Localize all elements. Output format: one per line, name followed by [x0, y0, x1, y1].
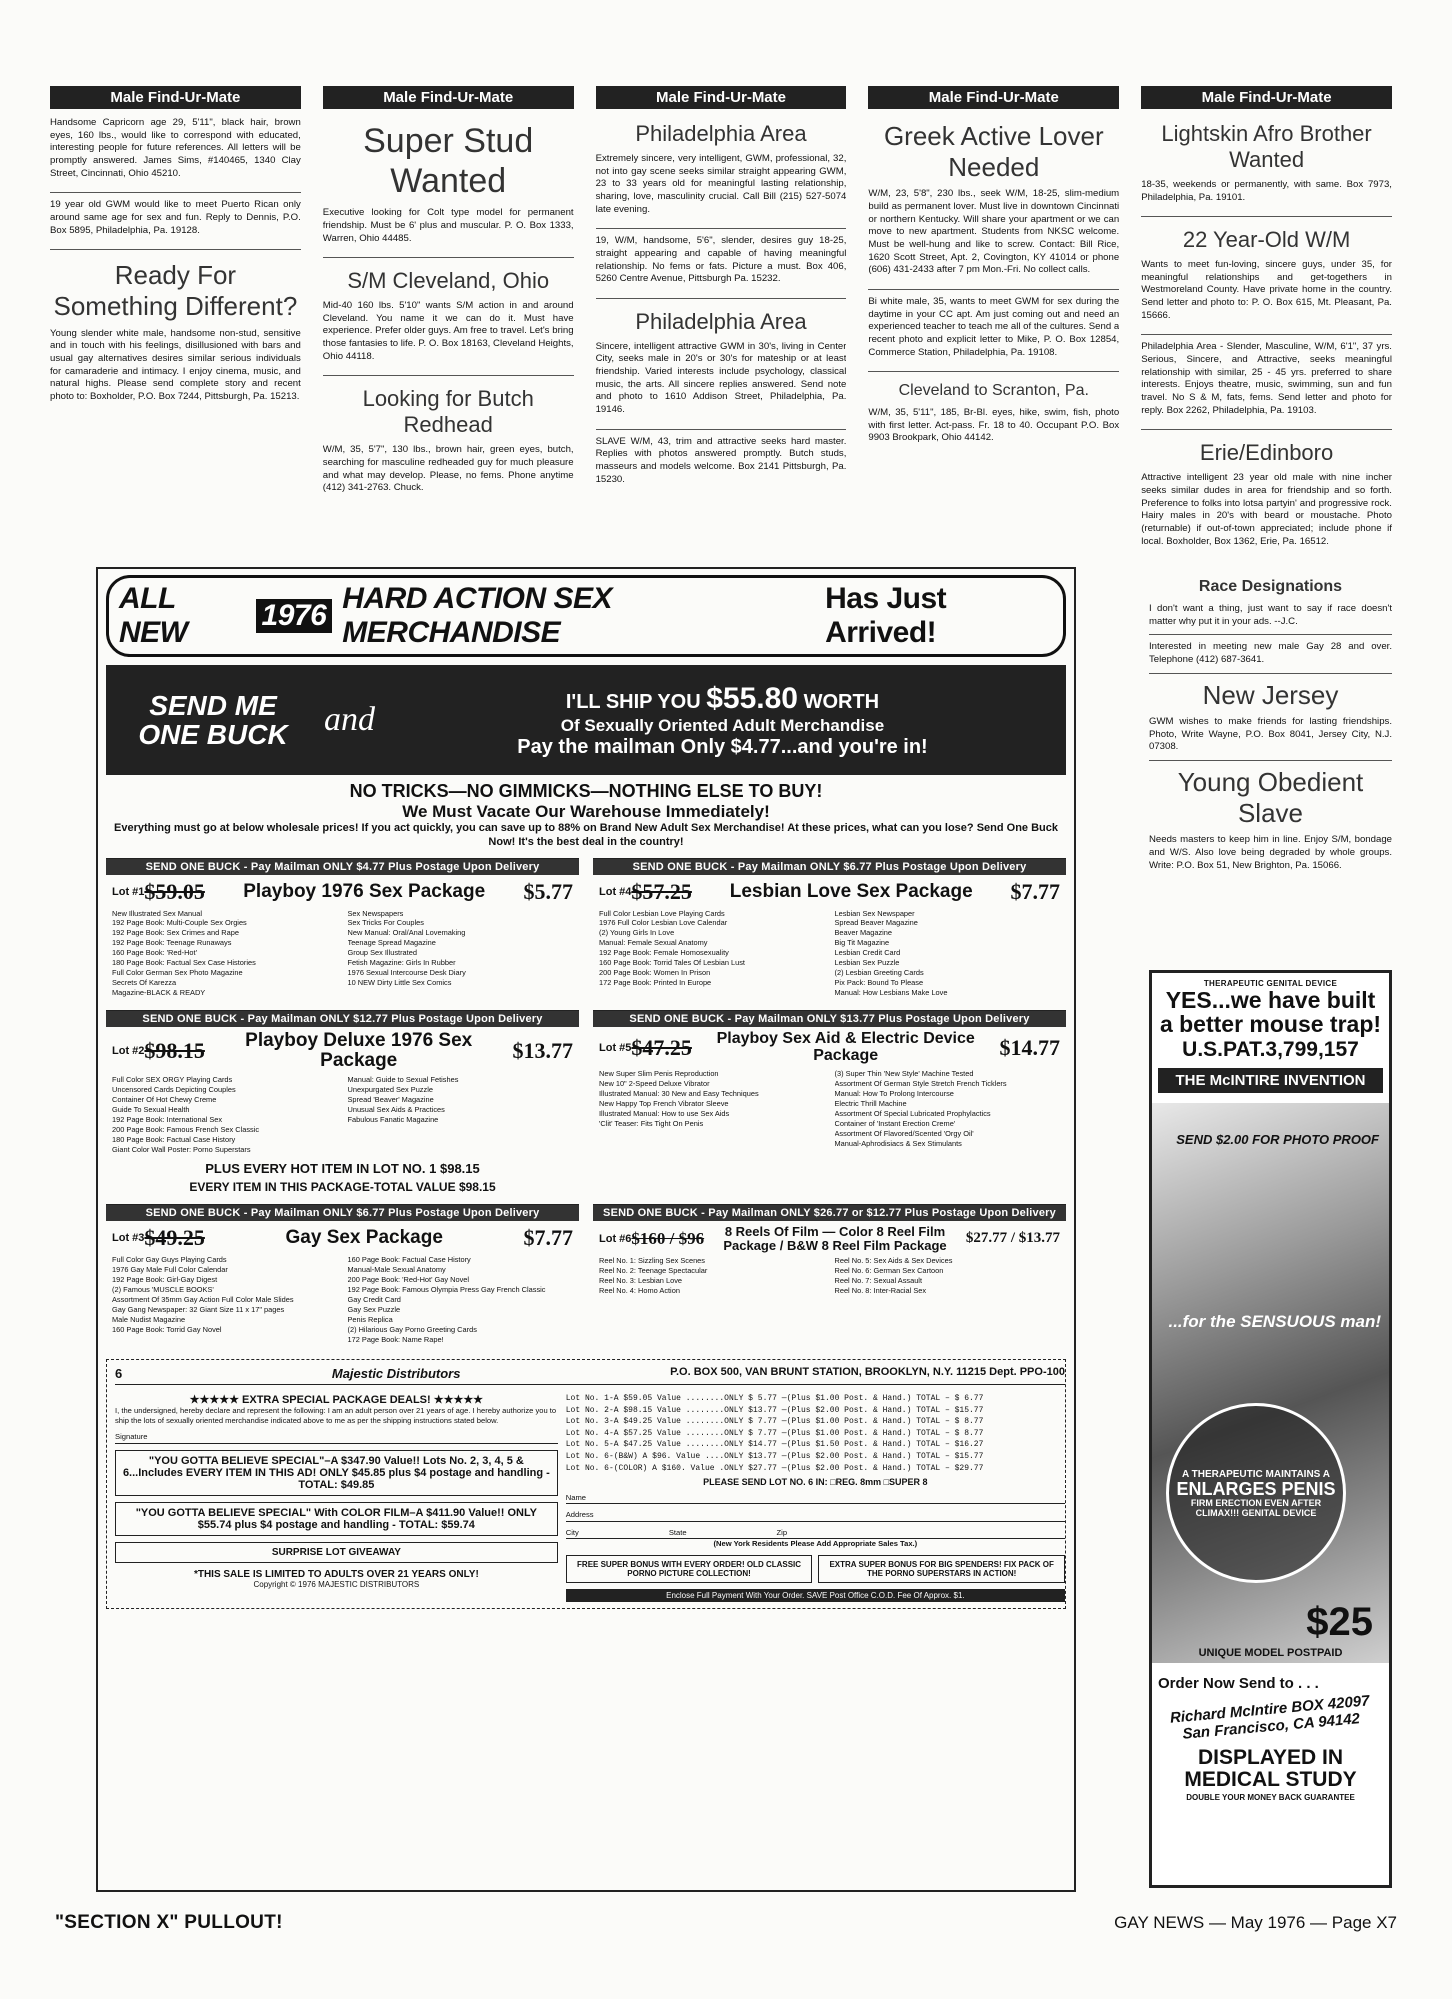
package-header — [106, 1027, 579, 1073]
pay-price: $5.77 — [523, 878, 573, 904]
device-photo — [1152, 1103, 1389, 1663]
personals-columns — [50, 86, 1392, 566]
lot-order-line[interactable]: Lot No. 5-A $47.25 Value ........ONLY $14.77 —(Plus $1.50 Post. & Hand.) TOTAL – $16.27 — [565, 1440, 984, 1450]
list-item: Sex Newspapers — [347, 908, 404, 918]
order-form-number: 6 — [115, 1365, 123, 1381]
personal-ad-headline: Philadelphia Area — [635, 121, 807, 146]
banner-pre: ALL NEW — [119, 582, 188, 649]
package-bar: SEND ONE BUCK - Pay Mailman ONLY $6.77 Plus Postage Upon Delivery — [593, 859, 1066, 875]
city-field[interactable]: City — [565, 1527, 579, 1537]
personal-ad-headline: Erie/Edinboro — [1199, 440, 1334, 466]
bonus-row — [566, 1555, 1065, 1583]
list-item: 172 Page Book: Printed In Europe — [599, 978, 712, 988]
list-item: Giant Color Wall Poster: Porno Superstars — [112, 1145, 251, 1155]
package-bar: SEND ONE BUCK - Pay Mailman ONLY $6.77 Plus Postage Upon Delivery — [106, 1205, 579, 1221]
package-header — [593, 875, 1066, 907]
package-lot-4 — [593, 858, 1066, 1003]
list-item: Teenage Spread Magazine — [347, 938, 436, 948]
list-item: Secrets Of Karezza — [112, 978, 177, 988]
divider — [1149, 760, 1392, 761]
send-me-one-buck: SEND ME ONE BUCK — [138, 689, 288, 750]
tax-notice: (New York Residents Please Add Appropriate Sales Tax.) — [713, 1538, 918, 1548]
lot-number: Lot #6 — [599, 1232, 632, 1245]
patent-number: U.S.PAT.3,799,157 — [1182, 1038, 1359, 1062]
divider — [596, 298, 847, 299]
package-bar: SEND ONE BUCK - Pay Mailman ONLY $13.77 Plus Postage Upon Delivery — [593, 1011, 1066, 1027]
list-item: 200 Page Book: Famous French Sex Classic — [112, 1125, 260, 1135]
list-item: Electric Thrill Machine — [834, 1098, 907, 1108]
package-header — [593, 1027, 1066, 1067]
package-lot-1 — [106, 858, 579, 1003]
personal-ad-text: Philadelphia Area - Slender, Masculine, W/M, 6'1", 37 yrs. Serious, Sincere, and Attractive, seeks meaningful relationship with similar, 25 - 45 yrs. preferred to share interests. Enjoys theatre, music, swimming, sun and fun travel. No S & M, fats, fems. Send letter and photo for reply. Box 2262, Philadelphia, Pa. 19103. — [1141, 341, 1392, 416]
ship-amount: $55.80 — [706, 681, 798, 715]
seal-bottom: FIRM ERECTION EVEN AFTER CLIMAX!!! GENITAL DEVICE — [1190, 1497, 1322, 1518]
banner-mid: HARD ACTION SEX MERCHANDISE — [342, 582, 613, 649]
money-back-guarantee: DOUBLE YOUR MONEY BACK GUARANTEE — [1186, 1793, 1355, 1803]
personal-ad-text: I don't want a thing, just want to say if race doesn't matter why put it in your ads. --J.C. — [1149, 602, 1392, 627]
list-item: Fetish Magazine: Girls In Rubber — [347, 958, 456, 968]
list-item: Lesbian Sex Newspaper — [834, 908, 915, 918]
list-item: 192 Page Book: Teenage Runaways — [112, 938, 232, 948]
personal-ad-text: Attractive intelligent 23 year old male with nine incher seeks similar dudes in area for friendship and so forth. Preference to folks into lotsa partyin' and progressive rock. Hairy males in 20's with beard or moustache. Photo (returnable) if out-of-town appreciated; include phone if local. Boxholder, Box 1362, Erie, Pa. 16512. — [1141, 472, 1392, 547]
personals-column-2 — [323, 86, 574, 566]
free-bonus: FREE SUPER BONUS WITH EVERY ORDER! OLD CLASSIC PORNO PICTURE COLLECTION! — [566, 1555, 813, 1583]
ship-line-2: Of Sexually Oriented Adult Merchandise — [560, 715, 885, 735]
and-text: and — [324, 701, 375, 738]
extra-deals-heading: ★★★★★ EXTRA SPECIAL PACKAGE DEALS! ★★★★★ — [189, 1393, 484, 1406]
list-item: Manual: How Lesbians Make Love — [834, 988, 948, 998]
list-item: Reel No. 8: Inter-Racial Sex — [834, 1286, 927, 1296]
extra-bonus: EXTRA SUPER BONUS FOR BIG SPENDERS! FIX PACK OF THE PORNO SUPERSTARS IN ACTION! — [818, 1555, 1065, 1583]
personal-ad-text: 18-35, weekends or permanently, with same. Box 7973, Philadelphia, Pa. 19101. — [1141, 178, 1392, 203]
package-title: Playboy Sex Aid & Electric Device Package — [716, 1030, 975, 1065]
list-item: 160 Page Book: Torrid Gay Novel — [112, 1325, 222, 1334]
divider — [596, 228, 847, 229]
therapeutic-device-ad — [1149, 970, 1392, 1888]
package-title: Gay Sex Package — [285, 1227, 443, 1249]
divider — [868, 289, 1119, 290]
list-item: 180 Page Book: Factual Sex Case Histories — [112, 958, 256, 968]
deal-2[interactable]: "YOU GOTTA BELIEVE SPECIAL" With COLOR FILM–A $411.90 Value!! ONLY $55.74 plus $4 postage and handling - TOTAL: $59.74 — [115, 1502, 558, 1536]
lot-value: $160 / $96 — [631, 1228, 705, 1248]
divider — [868, 371, 1119, 372]
lot-order-line[interactable]: Lot No. 1-A $59.05 Value ........ONLY $ 5.77 —(Plus $1.00 Post. & Hand.) TOTAL – $ 6.77 — [565, 1393, 984, 1403]
list-item: Beaver Magazine — [834, 928, 893, 938]
personal-ad-headline: Young Obedient Slave — [1177, 767, 1364, 828]
divider — [1141, 429, 1392, 430]
pay-price: $27.77 / $13.77 — [965, 1230, 1060, 1247]
tricks-line-2: We Must Vacate Our Warehouse Immediately! — [402, 802, 770, 821]
personal-ad-headline: Looking for Butch Redhead — [362, 386, 534, 438]
list-item: Gay Sex Puzzle — [347, 1305, 401, 1315]
personal-ad-headline: Cleveland to Scranton, Pa. — [898, 382, 1089, 400]
column-header: Male Find-Ur-Mate — [323, 86, 574, 109]
list-item: Container Of Hot Chewy Creme — [112, 1095, 217, 1105]
divider — [50, 192, 301, 193]
list-item: Full Color Gay Guys Playing Cards — [112, 1255, 227, 1265]
offer-text — [391, 682, 1054, 759]
personal-ad-headline: 22 Year-Old W/M — [1182, 227, 1351, 253]
list-item: 200 Page Book: 'Red-Hot' Gay Novel — [347, 1275, 470, 1285]
list-item: Manual-Aphrodisiacs & Sex Stimulants — [834, 1138, 962, 1148]
list-item: Reel No. 7: Sexual Assault — [834, 1276, 923, 1286]
list-item: 180 Page Book: Factual Case History — [112, 1135, 236, 1145]
list-item: (3) Super Thin 'New Style' Machine Tested — [834, 1068, 974, 1078]
list-item: Gay Credit Card — [347, 1295, 401, 1305]
personal-ad-headline: Ready For Something Different? — [53, 260, 298, 321]
seal-main: ENLARGES PENIS — [1176, 1478, 1336, 1499]
order-form-left — [115, 1393, 558, 1602]
divider — [323, 257, 574, 258]
state-field[interactable]: State — [668, 1527, 687, 1537]
item-list — [593, 907, 1066, 1003]
list-item: 1976 Sexual Intercourse Desk Diary — [347, 968, 466, 978]
merchandise-ad — [96, 567, 1076, 1892]
tricks-block — [106, 781, 1066, 850]
personal-ad-headline: Philadelphia Area — [635, 308, 807, 334]
list-item: Uncensored Cards Depicting Couples — [112, 1085, 236, 1095]
personal-ad-text: Extremely sincere, very intelligent, GWM, professional, 32, not into gay scene seeks similar straight appearing GWM, 23 to 33 years old for meaningful lasting relationship, sharing, love, masculinity crucial. Call Bill (215) 527-5074 late evening. — [595, 152, 847, 215]
list-item: Assortment Of 35mm Gay Action Full Color Male Slides — [112, 1295, 294, 1305]
package-bar: SEND ONE BUCK - Pay Mailman ONLY $4.77 Plus Postage Upon Delivery — [106, 859, 579, 875]
list-item: Lesbian Sex Puzzle — [834, 958, 900, 968]
order-form-right — [566, 1393, 1065, 1602]
personal-ad-headline: S/M Cleveland, Ohio — [347, 268, 550, 294]
name-field[interactable]: Name — [566, 1493, 1065, 1504]
medical-study: DISPLAYED IN MEDICAL STUDY — [1184, 1746, 1357, 1792]
column-header: Male Find-Ur-Mate — [868, 86, 1119, 109]
lot-number: Lot #3 — [112, 1232, 145, 1245]
package-lot-5 — [593, 1010, 1066, 1196]
banner-post: Has Just Arrived! — [825, 582, 947, 649]
sensuous-tagline: ...for the SENSUOUS man! — [1168, 1312, 1381, 1332]
personals-column-4 — [868, 86, 1119, 566]
device-ad-bottom — [1152, 1663, 1389, 1808]
list-item: Reel No. 3: Lesbian Love — [599, 1276, 682, 1286]
list-item: Unusual Sex Aids & Practices — [347, 1105, 445, 1115]
item-list — [593, 1067, 1066, 1153]
offer-panel — [106, 665, 1066, 775]
list-item: (2) Lesbian Greeting Cards — [834, 968, 924, 978]
list-item: Unexpurgated Sex Puzzle — [347, 1085, 433, 1095]
item-list — [106, 1253, 579, 1349]
package-bar: SEND ONE BUCK - Pay Mailman ONLY $26.77 or $12.77 Plus Postage Upon Delivery — [593, 1205, 1066, 1221]
device-seal — [1166, 1403, 1346, 1583]
item-list — [106, 907, 579, 1003]
list-item: 192 Page Book: Famous Olympia Press Gay French Classic — [347, 1285, 546, 1295]
pay-price: $13.77 — [512, 1038, 573, 1064]
list-item: Reel No. 2: Teenage Spectacular — [599, 1266, 708, 1276]
package-lot-6 — [593, 1204, 1066, 1349]
distributor-name: Majestic Distributors — [331, 1365, 461, 1381]
personal-ad-headline: Race Designations — [1198, 578, 1343, 595]
plus-every-item: PLUS EVERY HOT ITEM IN LOT NO. 1 $98.15 — [205, 1161, 480, 1177]
list-item: Sex Tricks For Couples — [347, 918, 424, 928]
film-format-choice[interactable]: PLEASE SEND LOT NO. 6 IN: □REG. 8mm □SUPER 8 — [703, 1477, 928, 1488]
pay-price: $7.77 — [1010, 878, 1060, 904]
list-item: Manual: Guide to Sexual Fetishes — [347, 1075, 459, 1085]
lot-value: $49.25 — [144, 1225, 205, 1251]
package-title: 8 Reels Of Film — Color 8 Reel Film Package / B&W 8 Reel Film Package — [723, 1224, 947, 1253]
device-price: $25 — [1306, 1600, 1373, 1645]
package-header — [106, 875, 579, 907]
package-lot-2 — [106, 1010, 579, 1196]
address-field[interactable]: Address — [566, 1510, 1065, 1521]
pay-price: $14.77 — [999, 1035, 1060, 1061]
signature-line[interactable]: Signature — [115, 1432, 558, 1443]
personals-column-3 — [596, 86, 847, 566]
package-title: Playboy 1976 Sex Package — [243, 880, 486, 902]
column-header: Male Find-Ur-Mate — [596, 86, 847, 109]
item-list — [106, 1073, 579, 1159]
ship-line — [391, 682, 1054, 716]
list-item: 192 Page Book: International Sex — [112, 1115, 223, 1125]
personal-ad-text: Mid-40 160 lbs. 5'10" wants S/M action in and around Cleveland. You name it we can do it. Must have experience. Prefer older guys. Am free to travel. Let's bring those fantasies to life. P. O. Box 18163, Cleveland Heights, Ohio 44118. — [322, 300, 574, 362]
list-item: Reel No. 6: German Sex Cartoon — [834, 1266, 944, 1276]
list-item: (2) Hilarious Gay Porno Greeting Cards — [347, 1325, 477, 1334]
list-item: 172 Page Book: Name Rape! — [347, 1334, 444, 1344]
divider — [1149, 634, 1392, 635]
column-header: Male Find-Ur-Mate — [50, 86, 301, 109]
personal-ad-text: Bi white male, 35, wants to meet GWM for sex during the daytime in your CC apt. Am just coming out and need an experienced teacher to teach me all of the cultures. Send a recent photo and explicit letter to Mike, P. O. Box 12854, Commerce Station, Philadelphia, Pa. 19108. — [868, 295, 1120, 358]
order-form — [106, 1359, 1066, 1609]
divider — [596, 429, 847, 430]
lot-order-line[interactable]: Lot No. 3-A $49.25 Value ........ONLY $ 7.77 —(Plus $1.00 Post. & Hand.) TOTAL – $ 8.77 — [565, 1417, 984, 1427]
list-item: Fabulous Fanatic Magazine — [347, 1115, 439, 1125]
lot-value: $47.25 — [631, 1035, 692, 1061]
adults-only-notice: *THIS SALE IS LIMITED TO ADULTS OVER 21 YEARS ONLY! — [193, 1568, 479, 1580]
page-footer — [55, 1912, 1397, 1934]
lot-order-line[interactable]: Lot No. 6-(B&W) A $96. Value ....ONLY $13.77 —(Plus $2.00 Post. & Hand.) TOTAL – $15.77 — [565, 1451, 984, 1461]
mailing-address: Richard McIntire BOX 42097 San Francisco, CA 94142 — [1169, 1691, 1371, 1743]
device-ad-top — [1152, 973, 1389, 1099]
column-header: Male Find-Ur-Mate — [1141, 86, 1392, 109]
lot-value: $59.05 — [144, 878, 205, 904]
divider — [50, 249, 301, 250]
list-item: Penis Replica — [347, 1315, 393, 1325]
divider — [323, 375, 574, 376]
list-item: 1976 Full Color Lesbian Love Calendar — [599, 918, 728, 928]
list-item: Spread 'Beaver' Magazine — [347, 1095, 434, 1105]
list-item: 160 Page Book: Factual Case History — [347, 1255, 471, 1265]
list-item: Magazine-BLACK & READY — [112, 988, 206, 998]
divider — [1141, 216, 1392, 217]
list-item: Full Color German Sex Photo Magazine — [112, 968, 243, 978]
lot-number: Lot #4 — [599, 885, 632, 898]
personal-ad-text: Wants to meet fun-loving, sincere guys, under 35, for meaningful relationships and get-togethers in Westmoreland County. Have private home in the country. Send letter and photo to: P. O. Box 615, Mt. Pleasant, Pa. 15666. — [1141, 259, 1392, 321]
lot-number: Lot #1 — [112, 885, 145, 898]
list-item: Assortment Of Flavored/Scented 'Orgy Oil' — [834, 1128, 974, 1138]
list-item: Assortment Of German Style Stretch French Ticklers — [834, 1078, 1007, 1088]
personal-ad-text: W/M, 23, 5'8", 230 lbs., seek W/M, 18-25, slim-medium build as permanent lover. Must live in downtown Cincinnati or northern Kentucky. Will share your apartment or we can move to new apartment. Students from NKSC welcome. Must be well-hung and like to screw. Contact: Bill Rice, 1620 Scott Street, Apt. 2, Covington, KY 41014 or phone (606) 431-2433 after 7 pm Mon.-Fri. No collect calls. — [868, 188, 1120, 276]
list-item: Lesbian Credit Card — [834, 948, 901, 958]
personal-ad-headline: Lightskin Afro Brother Wanted — [1161, 121, 1372, 172]
package-bar: SEND ONE BUCK - Pay Mailman ONLY $12.77 Plus Postage Upon Delivery — [106, 1011, 579, 1027]
package-title: Playboy Deluxe 1976 Sex Package — [245, 1030, 473, 1072]
seal-top: A THERAPEUTIC MAINTAINS A — [1182, 1468, 1330, 1480]
list-item: New 10" 2-Speed Deluxe Vibrator — [599, 1078, 710, 1088]
personal-ad-text: Interested in meeting new male Gay 28 and over. Telephone (412) 687-3641. — [1149, 641, 1392, 665]
personal-ad-text: 19, W/M, handsome, 5'6", slender, desires guy 18-25, straight appearing and capable of having meaningful relationship. No fems or fats. Picture a must. Box 406, 5260 Centre Avenue, Pittsburgh Pa. 15232. — [595, 235, 847, 285]
lot-value: $57.25 — [631, 878, 692, 904]
list-item: Manual: How To Prolong Intercourse — [834, 1088, 954, 1098]
list-item: Spread Beaver Magazine — [834, 918, 918, 928]
invention-bar: THE McINTIRE INVENTION — [1158, 1068, 1383, 1093]
personal-ad-text: Handsome Capricorn age 29, 5'11", black hair, brown eyes, 160 lbs., would like to correspond with educated, interesting people for future references. All letters will be promptly answered. James Sims, #140465, 1340 Clay Street, Cincinnati, Ohio 45210. — [50, 117, 301, 179]
device-label: THERAPEUTIC GENITAL DEVICE — [1203, 979, 1338, 988]
list-item: 160 Page Book: 'Red-Hot' — [112, 948, 197, 958]
every-item-total: EVERY ITEM IN THIS PACKAGE-TOTAL VALUE $98.15 — [189, 1180, 496, 1195]
list-item: Container of 'Instant Erection Creme' — [834, 1118, 956, 1128]
personal-ad-text: 19 year old GWM would like to meet Puerto Rican only around same age for sex and fun. Reply to Dennis, P.O. Box 5895, Philadelphia, Pa. 19128. — [50, 199, 301, 236]
divider — [1149, 673, 1392, 674]
unique-model: UNIQUE MODEL POSTPAID — [1198, 1647, 1343, 1660]
list-item: Gay Gang Newspaper: 32 Giant Size 11 x 17" pages — [112, 1305, 285, 1315]
list-item: 160 Page Book: Torrid Tales Of Lesbian Lust — [599, 958, 745, 968]
distributor-address: P.O. BOX 500, VAN BRUNT STATION, BROOKLYN, N.Y. 11215 Dept. PPO-100 — [670, 1365, 1065, 1378]
page-folio: GAY NEWS — May 1976 — Page X7 — [1114, 1913, 1397, 1932]
personal-ad-text: GWM wishes to make friends for lasting friendships. Photo, Write Wayne, P.O. Box 8041, Jersey City, N.J. 07308. — [1149, 716, 1392, 753]
list-item: 10 NEW Dirty Little Sex Comics — [347, 978, 452, 988]
enclose-payment: Enclose Full Payment With Your Order. SAVE Post Office C.O.D. Fee Of Approx. $1. — [566, 1589, 1065, 1602]
banner-year: 1976 — [256, 599, 333, 633]
list-item: (2) Famous 'MUSCLE BOOKS' — [112, 1285, 214, 1295]
copyright: Copyright © 1976 MAJESTIC DISTRIBUTORS — [253, 1579, 420, 1589]
list-item: Group Sex Illustrated — [347, 948, 417, 958]
list-item: Reel No. 1: Sizzling Sex Scenes — [599, 1256, 705, 1266]
list-item: Reel No. 5: Sex Aids & Sex Devices — [834, 1256, 953, 1266]
list-item: New Illustrated Sex Manual — [112, 908, 202, 918]
personal-ad-text: SLAVE W/M, 43, trim and attractive seeks hard master. Replies with photos answered promptly. Butch studs, masseurs and models welcome. Box 2141 Pittsburgh, Pa. 15230. — [595, 435, 847, 485]
personal-ad-text: Young slender white male, handsome non-stud, sensitive and in touch with his feelings, disillusioned with bars and usual gay alternatives desires similar serious individuals for camaraderie and intimacy. I enjoy cinema, music, and natural highs. Please send complete story and recent photo to: Boxholder, P.O. Box 7244, Pittsburgh, Pa. 15213. — [50, 327, 301, 402]
list-item: 192 Page Book: Female Homosexuality — [599, 948, 729, 958]
ad-banner — [106, 575, 1066, 657]
personals-column-5 — [1141, 86, 1392, 566]
personals-column-5-lower — [1149, 574, 1392, 964]
list-item: Reel No. 4: Homo Action — [599, 1286, 680, 1296]
list-item: New Happy Top French Vibrator Sleeve — [599, 1098, 729, 1108]
personal-ad-text: Executive looking for Colt type model for permanent friendship. Must be 6' plus and muscular. P. O. Box 1333, Warren, Ohio 44485. — [322, 207, 574, 244]
package-header — [593, 1221, 1066, 1254]
personal-ad-headline: Super Stud Wanted — [363, 122, 534, 201]
list-item: New Manual: Oral/Anal Lovemaking — [347, 928, 466, 938]
legal-declaration: I, the undersigned, hereby declare and represent the following: I am an adult person over 21 years of age. I hereby authorize you to ship the lots of sexually oriented merchandise indicated above to me as per the shipping instructions stated below. — [115, 1405, 557, 1426]
surprise-giveaway: SURPRISE LOT GIVEAWAY — [115, 1542, 558, 1563]
lot-order-line[interactable]: Lot No. 4-A $57.25 Value ........ONLY $ 7.77 —(Plus $1.00 Post. & Hand.) TOTAL – $ 8.77 — [565, 1428, 984, 1438]
personal-ad-headline: Greek Active Lover Needed — [883, 121, 1104, 182]
personal-ad-text: Sincere, intelligent attractive GWM in 30's, living in Center City, seeks male in 20's or 30's for mateship or at least friendship. Varied interests include psychology, classical music, the arts. All sincere replies answered. Send note and photo to 1610 Addison Street, Philadelphia, Pa. 19146. — [595, 340, 847, 416]
zip-field[interactable]: Zip — [776, 1527, 788, 1537]
package-header — [106, 1221, 579, 1253]
list-item: New Super Slim Penis Reproduction — [599, 1068, 719, 1078]
personal-ad-text: W/M, 35, 5'7", 130 lbs., brown hair, green eyes, butch, searching for masculine redheaded guy for much pleasure and what may develop. Please, no fems. Phone anytime (412) 341-2763. Chuck. — [322, 444, 574, 494]
list-item: Illustrated Manual: 30 New and Easy Techniques — [599, 1088, 759, 1098]
lot-order-line[interactable]: Lot No. 6-(COLOR) A $160. Value .ONLY $27.77 —(Plus $2.00 Post. & Hand.) TOTAL – $29.77 — [565, 1463, 984, 1473]
package-lot-3 — [106, 1204, 579, 1349]
personals-column-1 — [50, 86, 301, 566]
package-grid — [106, 858, 1066, 1349]
list-item: Big Tit Magazine — [834, 938, 890, 948]
list-item: 192 Page Book: Sex Crimes and Rape — [112, 928, 239, 938]
personal-ad-text: W/M, 35, 5'11", 185, Br-Bl. eyes, hike, swim, fish, photo with first letter. Act-pass. Fr. 18 to 40. Occupant P.O. Box 9903 Brookpark, Ohio 44142. — [868, 407, 1120, 444]
list-item: (2) Young Girls In Love — [599, 928, 675, 938]
list-item: 'Clit' Teaser: Fits Tight On Penis — [599, 1118, 704, 1128]
personal-ad-text: Needs masters to keep him in line. Enjoy S/M, bondage and W/S. Also love being degraded by whole groups. Write: P.O. Box 51, New Brighton, Pa. 15066. — [1149, 834, 1392, 871]
pay-price: $7.77 — [523, 1225, 573, 1251]
list-item: 192 Page Book: Multi-Couple Sex Orgies — [112, 918, 247, 928]
list-item: Manual: Female Sexual Anatomy — [599, 938, 708, 948]
list-item: 192 Page Book: Girl-Gay Digest — [112, 1275, 218, 1285]
list-item: 1976 Gay Male Full Color Calendar — [112, 1265, 228, 1275]
list-item: Illustrated Manual: How to use Sex Aids — [599, 1108, 730, 1118]
tricks-line-3: Everything must go at below wholesale prices! If you act quickly, you can save up to 88% on Brand New Adult Sex Merchandise! At these prices, what can you lose? Send One Buck Now! It's the best deal in the country! — [114, 822, 1058, 848]
list-item: Full Color SEX ORGY Playing Cards — [112, 1075, 233, 1085]
divider — [1141, 334, 1392, 335]
list-item: Guide To Sexual Health — [112, 1105, 190, 1115]
list-item: Assortment Of Special Lubricated Prophylactics — [834, 1108, 991, 1118]
item-list — [593, 1254, 1066, 1300]
lot-number: Lot #5 — [599, 1042, 632, 1055]
personal-ad-headline: New Jersey — [1202, 679, 1339, 710]
section-label: "SECTION X" PULLOUT! — [55, 1912, 283, 1933]
ship-worth: WORTH — [803, 690, 880, 713]
lot-order-line[interactable]: Lot No. 2-A $98.15 Value ........ONLY $13.77 —(Plus $2.00 Post. & Hand.) TOTAL – $15.77 — [565, 1405, 984, 1415]
lot-number: Lot #2 — [112, 1045, 145, 1058]
package-title: Lesbian Love Sex Package — [729, 880, 973, 902]
list-item: 200 Page Book: Women In Prison — [599, 968, 711, 978]
order-form-header — [115, 1366, 1065, 1385]
lot-value: $98.15 — [144, 1038, 205, 1064]
list-item: Male Nudist Magazine — [112, 1315, 186, 1325]
ship-line-3: Pay the mailman Only $4.77...and you're in! — [517, 735, 928, 758]
tricks-line-1: NO TRICKS—NO GIMMICKS—NOTHING ELSE TO BUY! — [349, 781, 823, 801]
deal-1[interactable]: "YOU GOTTA BELIEVE SPECIAL"–A $347.90 Value!! Lots No. 2, 3, 4, 5 & 6...Includes EVERY ITEM IN THIS AD! ONLY $45.85 plus $4 postage and handling - TOTAL: $49.85 — [115, 1450, 558, 1496]
device-headline: YES...we have built a better mouse trap! — [1159, 987, 1382, 1038]
list-item: Manual-Male Sexual Anatomy — [347, 1265, 446, 1275]
city-state-zip-row — [566, 1528, 1065, 1539]
list-item: Full Color Lesbian Love Playing Cards — [599, 908, 725, 918]
photo-proof-offer: SEND $2.00 FOR PHOTO PROOF — [1176, 1132, 1379, 1148]
ship-label: I'LL SHIP YOU — [565, 690, 701, 713]
order-now: Order Now Send to . . . — [1158, 1675, 1319, 1693]
list-item: Pix Pack: Bound To Please — [834, 978, 924, 988]
